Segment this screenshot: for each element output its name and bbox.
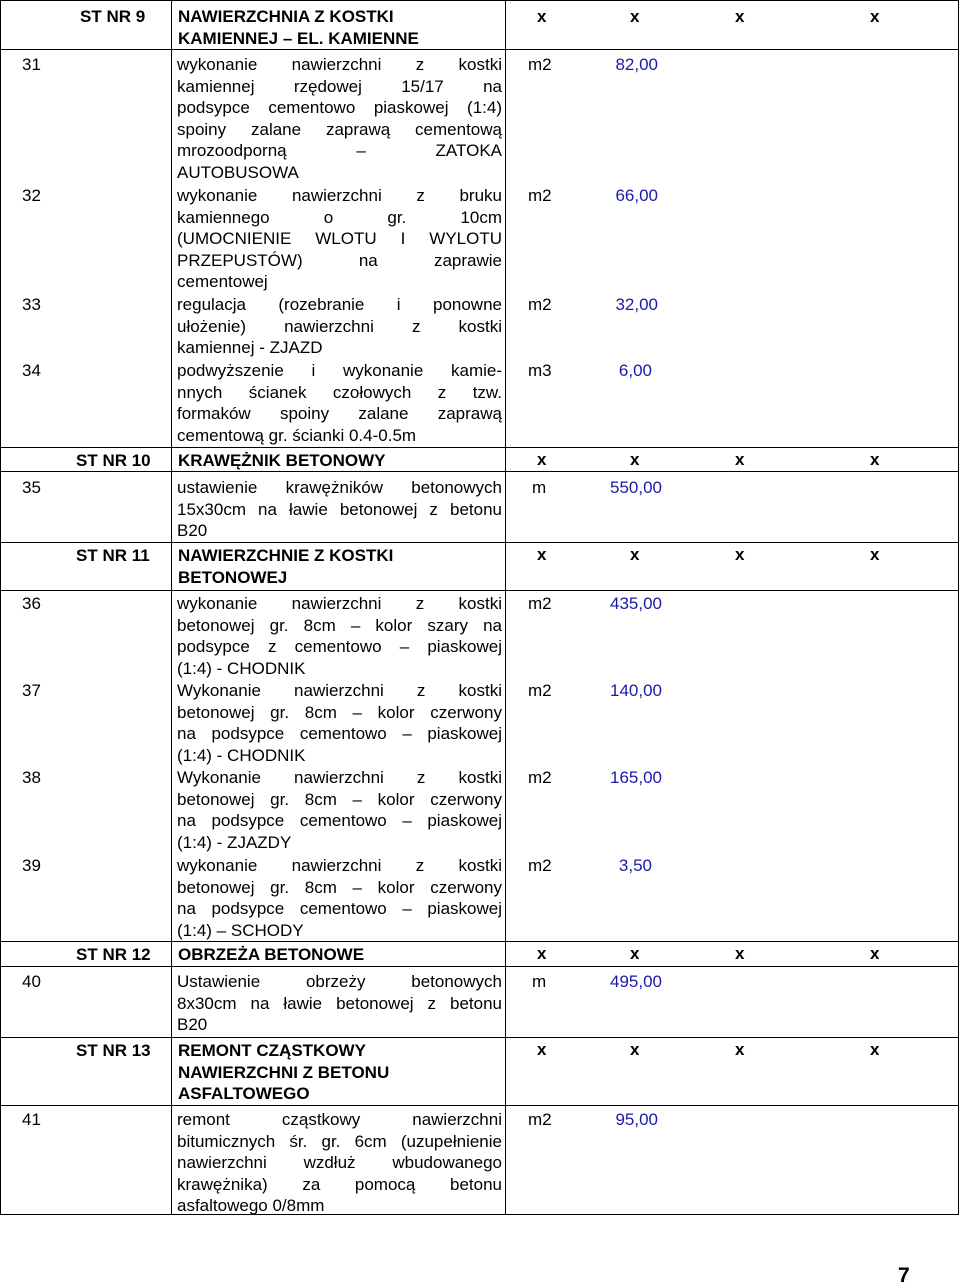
description-line: bitumicznych śr. gr. 6cm (uzupełnienie — [177, 1131, 502, 1151]
section-title — [178, 545, 393, 588]
item-quantity: 6,00 — [618, 361, 652, 380]
description-line: betonowej gr. 8cm – kolor czerwony — [177, 702, 502, 722]
description-line: wykonanie nawierzchni z bruku — [177, 186, 502, 205]
item-unit: m — [532, 972, 547, 991]
description-line: regulacja (rozebranie i ponowne — [177, 295, 502, 314]
description-line: wykonanie nawierzchni z kostki — [177, 856, 502, 875]
description-line: (1:4) - CHODNIK — [177, 658, 306, 678]
description-line: podsypce cementowo piaskowej (1:4) — [177, 98, 502, 117]
row-separator — [0, 1037, 959, 1038]
row-separator — [0, 590, 959, 591]
table-border-right — [958, 0, 959, 1215]
item-number: 34 — [22, 361, 41, 380]
item-description — [177, 477, 502, 542]
description-line: na podsypce cementowo – piaskowej — [177, 724, 502, 743]
description-line: (1:4) - ZJAZDY — [177, 832, 292, 852]
item-description — [177, 1109, 502, 1217]
section-code: ST NR 10 — [76, 451, 151, 470]
description-line: B20 — [177, 1015, 208, 1034]
description-line: formaków spoiny zalane zaprawą — [177, 404, 502, 423]
section-title-line: NAWIERZCHNIE Z KOSTKI — [178, 546, 394, 565]
section-title-line: ASFALTOWEGO — [178, 1084, 310, 1103]
section-code: ST NR 9 — [80, 7, 146, 26]
description-line: kamiennej - ZJAZD — [177, 338, 323, 357]
section-title: OBRZEŻA BETONOWE — [178, 945, 365, 964]
item-quantity: 82,00 — [615, 55, 658, 74]
section-title — [178, 1040, 389, 1105]
x-mark: x — [537, 545, 547, 564]
x-mark: x — [870, 545, 880, 564]
x-mark: x — [735, 1040, 745, 1059]
description-line: krawężnika) za pomocą betonu — [177, 1174, 502, 1194]
item-unit: m3 — [528, 361, 552, 380]
item-unit: m2 — [528, 1110, 552, 1129]
table-divider-no — [171, 0, 172, 1215]
description-line: cementową gr. ścianki 0.4-0.5m — [177, 425, 417, 445]
section-title-line: REMONT CZĄSTKOWY — [178, 1041, 366, 1060]
section-code: ST NR 12 — [76, 945, 151, 964]
description-line: podsypce z cementowo – piaskowej — [177, 637, 502, 656]
row-separator — [0, 447, 959, 448]
item-number: 33 — [22, 295, 41, 314]
item-description — [177, 294, 502, 359]
item-unit: m2 — [528, 594, 552, 613]
row-separator — [0, 941, 959, 942]
x-mark: x — [537, 450, 547, 469]
x-mark: x — [537, 7, 547, 26]
table-border-left — [0, 0, 1, 1215]
section-title: KRAWĘŻNIK BETONOWY — [178, 451, 386, 470]
section-title-line: NAWIERZCHNIA Z KOSTKI — [178, 7, 394, 26]
item-description — [177, 767, 502, 853]
description-line: 8x30cm na ławie betonowej z betonu — [177, 993, 502, 1013]
description-line: spoiny zalane zaprawą cementową — [177, 119, 502, 139]
description-line: na podsypce cementowo – piaskowej — [177, 899, 502, 918]
description-line: wykonanie nawierzchni z kostki — [177, 55, 502, 74]
item-description — [177, 185, 502, 293]
description-line: Wykonanie nawierzchni z kostki — [177, 681, 502, 700]
item-number: 31 — [22, 55, 41, 74]
item-number: 35 — [22, 478, 41, 497]
row-separator — [0, 966, 959, 967]
description-line: (UMOCNIENIE WLOTU I WYLOTU — [177, 229, 502, 248]
item-number: 41 — [22, 1110, 41, 1129]
description-line: nawierzchni wzdłuż wbudowanego — [177, 1153, 502, 1172]
item-unit: m2 — [528, 295, 552, 314]
x-mark: x — [870, 1040, 880, 1059]
item-quantity: 140,00 — [610, 681, 662, 700]
description-line: betonowej gr. 8cm – kolor szary na — [177, 615, 502, 635]
description-line: remont cząstkowy nawierzchni — [177, 1110, 502, 1129]
item-description — [177, 971, 502, 1036]
description-line: podwyższenie i wykonanie kamie- — [177, 361, 502, 380]
item-unit: m2 — [528, 768, 552, 787]
description-line: PRZEPUSTÓW) na zaprawie — [177, 250, 502, 270]
x-mark: x — [630, 7, 640, 26]
row-separator — [0, 1105, 959, 1106]
item-number: 37 — [22, 681, 41, 700]
description-line: betonowej gr. 8cm – kolor czerwony — [177, 877, 502, 897]
item-number: 36 — [22, 594, 41, 613]
description-line: Wykonanie nawierzchni z kostki — [177, 768, 502, 787]
item-quantity: 32,00 — [615, 295, 658, 314]
section-code: ST NR 13 — [76, 1041, 151, 1060]
item-description — [177, 360, 502, 446]
description-line: na podsypce cementowo – piaskowej — [177, 811, 502, 830]
item-unit: m — [532, 478, 547, 497]
row-separator — [0, 0, 959, 1]
description-line: AUTOBUSOWA — [177, 162, 299, 182]
page-number: 7 — [898, 1264, 910, 1287]
item-quantity: 435,00 — [610, 594, 662, 613]
item-unit: m2 — [528, 681, 552, 700]
description-line: asfaltowego 0/8mm — [177, 1196, 325, 1215]
item-number: 40 — [22, 972, 41, 991]
description-line: wykonanie nawierzchni z kostki — [177, 594, 502, 613]
x-mark: x — [537, 944, 547, 963]
item-description — [177, 680, 502, 766]
description-line: Ustawienie obrzeży betonowych — [177, 972, 502, 991]
section-code: ST NR 11 — [76, 546, 150, 565]
item-quantity: 550,00 — [610, 478, 662, 497]
description-line: 15x30cm na ławie betonowej z betonu — [177, 499, 502, 519]
x-mark: x — [870, 450, 880, 469]
item-description — [177, 593, 502, 679]
item-quantity: 95,00 — [615, 1110, 658, 1129]
item-description — [177, 54, 502, 183]
section-title-line: BETONOWEJ — [178, 567, 288, 587]
item-unit: m2 — [528, 55, 552, 74]
x-mark: x — [630, 1040, 640, 1059]
x-mark: x — [630, 450, 640, 469]
section-title-line: KAMIENNEJ – EL. KAMIENNE — [178, 28, 419, 48]
item-quantity: 3,50 — [618, 856, 652, 875]
description-line: betonowej gr. 8cm – kolor czerwony — [177, 789, 502, 809]
description-line: cementowej — [177, 272, 268, 291]
x-mark: x — [630, 944, 640, 963]
item-number: 32 — [22, 186, 41, 205]
description-line: ułożenie) nawierzchni z kostki — [177, 316, 502, 336]
x-mark: x — [870, 944, 880, 963]
description-line: kamiennego o gr. 10cm — [177, 207, 502, 227]
x-mark: x — [735, 7, 745, 26]
item-description — [177, 855, 502, 941]
description-line: ustawienie krawężników betonowych — [177, 478, 502, 497]
item-quantity: 66,00 — [615, 186, 658, 205]
description-line: B20 — [177, 521, 208, 540]
description-line: (1:4) – SCHODY — [177, 920, 304, 940]
item-quantity: 165,00 — [610, 768, 662, 787]
item-unit: m2 — [528, 186, 552, 205]
description-line: (1:4) - CHODNIK — [177, 745, 306, 765]
item-quantity: 495,00 — [610, 972, 662, 991]
x-mark: x — [870, 7, 880, 26]
x-mark: x — [630, 545, 640, 564]
x-mark: x — [735, 545, 745, 564]
x-mark: x — [537, 1040, 547, 1059]
item-number: 38 — [22, 768, 41, 787]
item-number: 39 — [22, 856, 41, 875]
x-mark: x — [735, 944, 745, 963]
section-title-line: NAWIERZCHNI Z BETONU — [178, 1062, 390, 1082]
row-separator — [0, 542, 959, 543]
row-separator — [0, 49, 959, 50]
description-line: mrozoodporną – ZATOKA — [177, 141, 502, 160]
table-divider-desc — [505, 0, 506, 1215]
section-title — [178, 6, 419, 49]
item-unit: m2 — [528, 856, 552, 875]
description-line: kamiennej rzędowej 15/17 na — [177, 76, 502, 96]
description-line: nnych ścianek czołowych z tzw. — [177, 382, 502, 402]
x-mark: x — [735, 450, 745, 469]
